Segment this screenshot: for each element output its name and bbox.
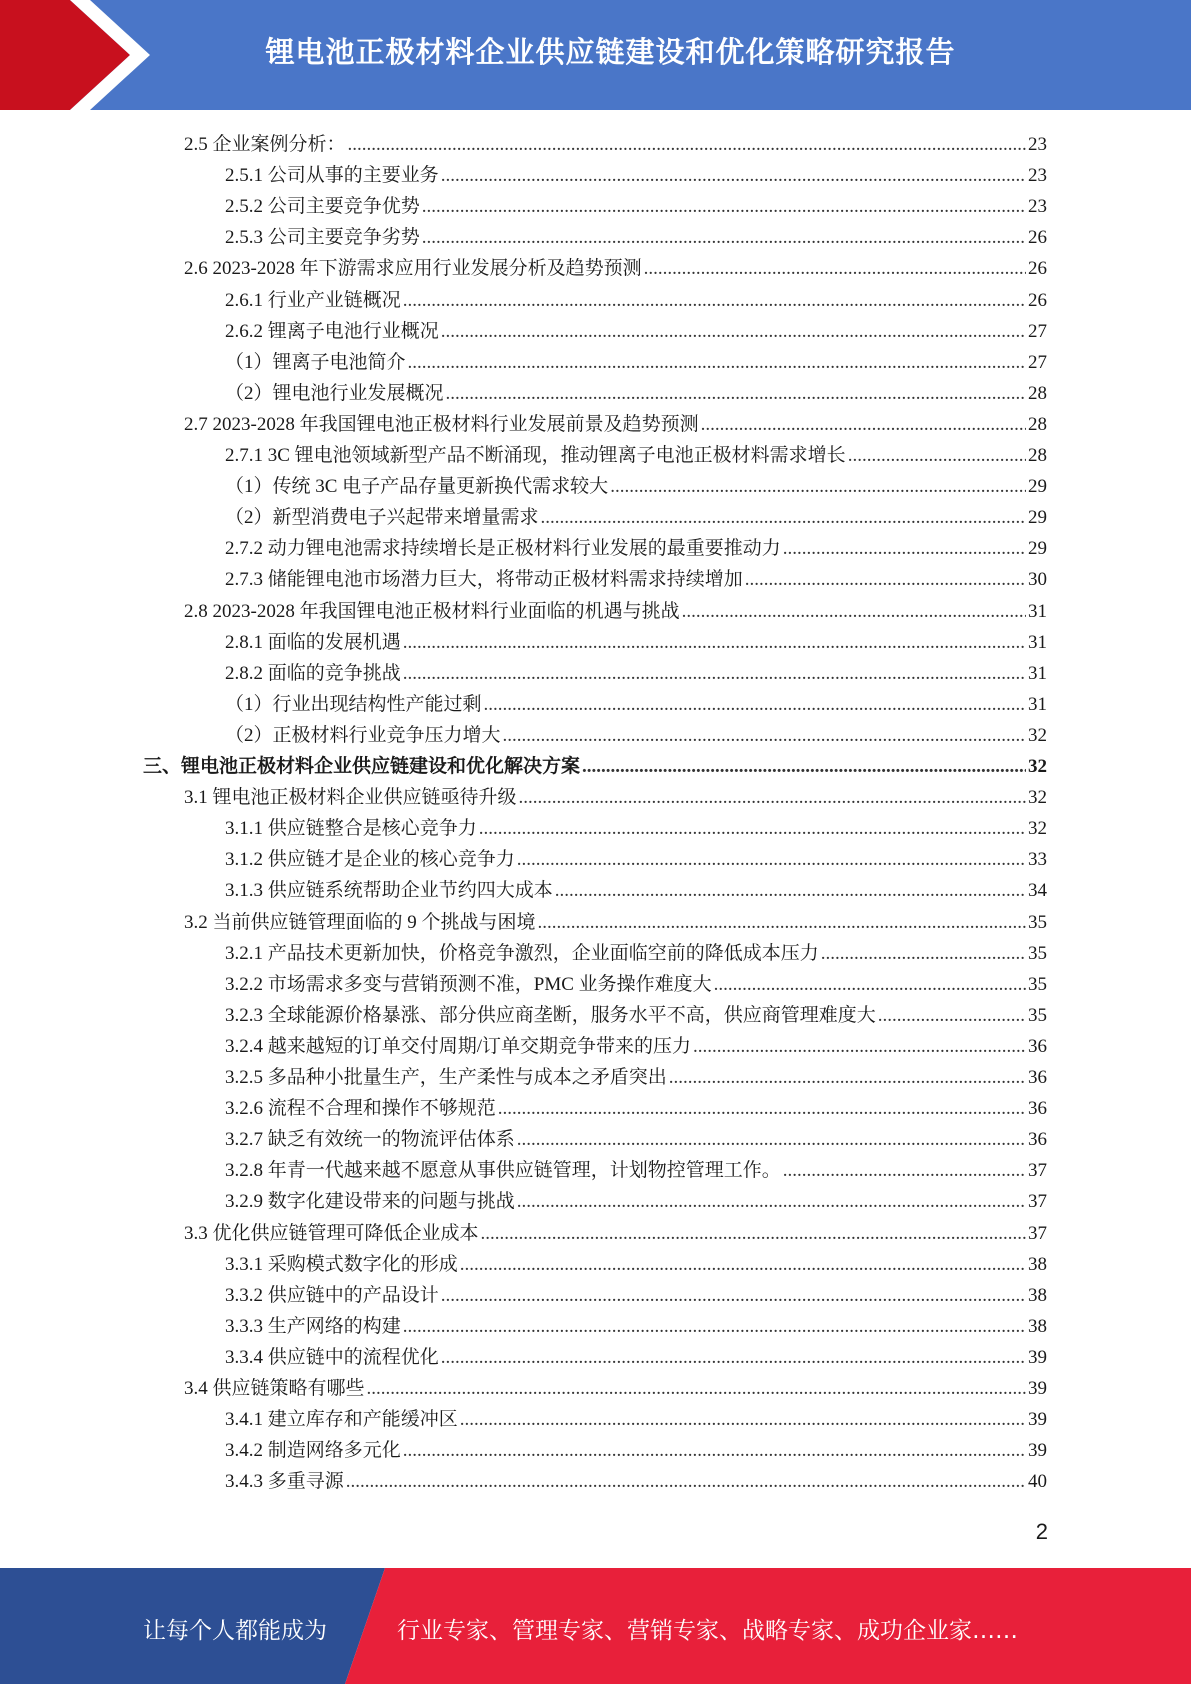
- toc-entry-label: 3.2.9 数字化建设带来的问题与挑战: [225, 1191, 515, 1213]
- toc-entry-label: （2）锂电池行业发展概况: [225, 382, 444, 404]
- toc-entry-page: 27: [1028, 320, 1047, 342]
- toc-entry[interactable]: [184, 127, 1047, 158]
- toc-entry-label: 3.2.3 全球能源价格暴涨、部分供应商垄断，服务水平不高，供应商管理难度大: [225, 1004, 876, 1026]
- toc-entry-page: 30: [1028, 569, 1047, 591]
- toc-entry-page: 38: [1028, 1315, 1047, 1337]
- toc-leader-dots: [821, 941, 1026, 967]
- toc-entry[interactable]: [225, 687, 1047, 718]
- toc-entry-page: 26: [1028, 227, 1047, 249]
- toc-entry-label: 3.3 优化供应链管理可降低企业成本: [184, 1222, 479, 1244]
- toc-entry[interactable]: [225, 469, 1047, 500]
- toc-leader-dots: [403, 288, 1026, 314]
- toc-leader-dots: [582, 754, 1026, 780]
- header-arrow-decoration: [0, 0, 150, 110]
- toc-entry-label: 3.4.1 建立库存和产能缓冲区: [225, 1409, 458, 1431]
- toc-entry-page: 35: [1028, 911, 1047, 933]
- toc-leader-dots: [541, 505, 1026, 531]
- footer-slogan-right: 行业专家、管理专家、营销专家、战略专家、成功企业家……: [397, 1618, 1018, 1644]
- toc-entry[interactable]: [225, 842, 1047, 873]
- toc-entry-label: 2.8.1 面临的发展机遇: [225, 631, 401, 653]
- toc-entry-label: 2.8.2 面临的竞争挑战: [225, 662, 401, 684]
- toc-entry-page: 29: [1028, 538, 1047, 560]
- toc-leader-dots: [701, 412, 1026, 438]
- toc-leader-dots: [519, 785, 1026, 811]
- toc-entry-label: 3.3.1 采购模式数字化的形成: [225, 1253, 458, 1275]
- toc-entry[interactable]: [225, 158, 1047, 189]
- toc-entry-label: 3.4 供应链策略有哪些: [184, 1378, 365, 1399]
- toc-entry-label: （1）传统 3C 电子产品存量更新换代需求较大: [225, 476, 609, 498]
- toc-entry[interactable]: [184, 905, 1047, 936]
- toc-leader-dots: [446, 381, 1026, 407]
- toc-entry-label: 2.5.3 公司主要竞争劣势: [225, 227, 420, 249]
- toc-leader-dots: [441, 1345, 1026, 1371]
- report-title: 锂电池正极材料企业供应链建设和优化策略研究报告: [265, 34, 956, 69]
- toc-entry-page: 36: [1028, 1067, 1047, 1088]
- toc-entry[interactable]: [225, 1060, 1047, 1091]
- toc-leader-dots: [498, 1096, 1026, 1122]
- toc-entry-label: 2.7.2 动力锂电池需求持续增长是正极材料行业发展的最重要推动力: [225, 538, 781, 560]
- toc-entry-label: 2.6.1 行业产业链概况: [225, 289, 401, 311]
- toc-entry-label: 3.1.2 供应链才是企业的核心竞争力: [225, 849, 515, 871]
- toc-leader-dots: [783, 1158, 1026, 1184]
- toc-entry-page: 29: [1028, 476, 1047, 498]
- toc-entry[interactable]: [225, 345, 1047, 376]
- toc-entry-page: 31: [1028, 631, 1047, 653]
- toc-entry[interactable]: [225, 531, 1047, 562]
- toc-entry-label: 3.2.5 多品种小批量生产，生产柔性与成本之矛盾突出: [225, 1067, 667, 1088]
- toc-entry[interactable]: [184, 594, 1047, 625]
- toc-entry-label: 3.1.1 供应链整合是核心竞争力: [225, 818, 477, 840]
- toc-entry[interactable]: [225, 1309, 1047, 1340]
- toc-entry-label: 2.5.1 公司从事的主要业务: [225, 165, 439, 187]
- toc-entry-page: 34: [1028, 880, 1047, 902]
- toc-entry[interactable]: [225, 220, 1047, 251]
- toc-entry-page: 39: [1028, 1409, 1047, 1431]
- toc-entry[interactable]: [225, 376, 1047, 407]
- toc-entry-label: （1）锂离子电池简介: [225, 351, 406, 373]
- toc-entry-page: 38: [1028, 1253, 1047, 1275]
- toc-entry-label: 3.3.3 生产网络的构建: [225, 1315, 401, 1337]
- toc-leader-dots: [693, 1034, 1026, 1060]
- toc-entry[interactable]: [184, 1371, 1047, 1402]
- toc-entry-page: 29: [1028, 507, 1047, 529]
- toc-leader-dots: [783, 536, 1026, 562]
- toc-entry-label: 2.7 2023-2028 年我国锂电池正极材料行业发展前景及趋势预测: [184, 413, 699, 435]
- toc-entry-page: 33: [1028, 849, 1047, 871]
- toc-entry[interactable]: [225, 811, 1047, 842]
- toc-leader-dots: [460, 1252, 1026, 1278]
- page-number: 2: [1035, 1519, 1048, 1544]
- toc-leader-dots: [479, 816, 1026, 842]
- toc-entry-label: 3.2 当前供应链管理面临的 9 个挑战与困境: [184, 911, 536, 933]
- toc-entry-page: 31: [1028, 693, 1047, 715]
- toc-entry-label: 3.2.1 产品技术更新加快，价格竞争激烈，企业面临空前的降低成本压力: [225, 942, 819, 964]
- toc-entry[interactable]: [225, 1153, 1047, 1184]
- toc-entry-label: 3.1.3 供应链系统帮助企业节约四大成本: [225, 880, 553, 902]
- toc-entry-label: 3.2.7 缺乏有效统一的物流评估体系: [225, 1129, 515, 1151]
- toc-leader-dots: [644, 256, 1026, 282]
- toc-leader-dots: [878, 1003, 1026, 1029]
- toc-entry[interactable]: [225, 967, 1047, 998]
- toc-entry[interactable]: [143, 749, 1047, 780]
- toc-leader-dots: [460, 1407, 1026, 1433]
- toc-entry-page: 35: [1028, 973, 1047, 995]
- toc-leader-dots: [503, 723, 1026, 749]
- toc-leader-dots: [517, 1127, 1026, 1153]
- toc-entry[interactable]: [225, 562, 1047, 593]
- toc-leader-dots: [408, 350, 1026, 376]
- toc-entry-page: 28: [1028, 445, 1047, 466]
- toc-entry-label: 2.5 企业案例分析：: [184, 134, 346, 155]
- toc-entry[interactable]: [225, 1464, 1047, 1495]
- toc-entry[interactable]: [184, 251, 1047, 282]
- toc-leader-dots: [610, 474, 1026, 500]
- toc-entry-label: 3.3.4 供应链中的流程优化: [225, 1346, 439, 1368]
- toc-entry-page: 37: [1028, 1160, 1047, 1182]
- toc-entry-page: 32: [1028, 756, 1047, 777]
- toc-entry-label: 3.2.4 越来越短的订单交付周期/订单交期竞争带来的压力: [225, 1035, 692, 1057]
- toc-entry-page: 26: [1028, 258, 1047, 280]
- toc-entry-label: 3.4.2 制造网络多元化: [225, 1440, 401, 1462]
- toc-entry[interactable]: [225, 873, 1047, 904]
- toc-entry[interactable]: [225, 656, 1047, 687]
- toc-entry[interactable]: [225, 438, 1047, 469]
- toc-leader-dots: [403, 1314, 1026, 1340]
- toc-entry-label: 2.6 2023-2028 年下游需求应用行业发展分析及趋势预测: [184, 258, 642, 280]
- toc-leader-dots: [422, 194, 1026, 220]
- toc-entry-page: 28: [1028, 413, 1047, 435]
- toc-entry-label: 3.2.8 年青一代越来越不愿意从事供应链管理，计划物控管理工作。: [225, 1160, 781, 1182]
- toc-entry-label: 3.4.3 多重寻源: [225, 1471, 344, 1493]
- toc-leader-dots: [481, 1221, 1026, 1247]
- toc-leader-dots: [714, 972, 1026, 998]
- toc-leader-dots: [538, 910, 1026, 936]
- toc-entry-page: 32: [1028, 724, 1047, 746]
- toc-entry-page: 28: [1028, 382, 1047, 404]
- toc-entry-page: 40: [1028, 1471, 1047, 1493]
- toc-entry[interactable]: [184, 780, 1047, 811]
- toc-leader-dots: [441, 1283, 1026, 1309]
- toc-entry-label: 3.2.2 市场需求多变与营销预测不准，PMC 业务操作难度大: [225, 973, 712, 995]
- toc-entry[interactable]: [225, 1184, 1047, 1215]
- toc-leader-dots: [848, 443, 1026, 469]
- toc-entry-page: 35: [1028, 942, 1047, 964]
- toc-leader-dots: [403, 1438, 1026, 1464]
- toc-entry-page: 39: [1028, 1346, 1047, 1368]
- toc-entry-label: 3.2.6 流程不合理和操作不够规范: [225, 1098, 496, 1120]
- toc-entry[interactable]: [225, 189, 1047, 220]
- toc-leader-dots: [555, 878, 1026, 904]
- toc-leader-dots: [403, 630, 1026, 656]
- toc-leader-dots: [682, 599, 1026, 625]
- toc-entry[interactable]: [225, 283, 1047, 314]
- toc-entry-page: 37: [1028, 1222, 1047, 1244]
- footer-slogan-left: 让每个人都能成为: [143, 1618, 327, 1644]
- toc-entry[interactable]: [225, 1340, 1047, 1371]
- toc-entry[interactable]: [184, 407, 1047, 438]
- toc-entry-page: 39: [1028, 1440, 1047, 1462]
- toc-entry[interactable]: [225, 314, 1047, 345]
- toc-entry-page: 32: [1028, 818, 1047, 840]
- toc-entry[interactable]: [225, 1433, 1047, 1464]
- toc-entry-page: 35: [1028, 1004, 1047, 1026]
- toc-entry-page: 36: [1028, 1098, 1047, 1120]
- toc-entry-label: （1）行业出现结构性产能过剩: [225, 693, 482, 715]
- toc-entry-label: 2.6.2 锂离子电池行业概况: [225, 320, 439, 342]
- toc-entry[interactable]: [225, 998, 1047, 1029]
- toc-entry[interactable]: [225, 1278, 1047, 1309]
- toc-entry[interactable]: [225, 625, 1047, 656]
- toc-leader-dots: [484, 692, 1026, 718]
- toc-entry-label: （2）新型消费电子兴起带来增量需求: [225, 507, 539, 529]
- toc-entry[interactable]: [225, 1091, 1047, 1122]
- toc-entry-page: 23: [1028, 134, 1047, 155]
- toc-leader-dots: [441, 163, 1026, 189]
- toc-entry[interactable]: [225, 1122, 1047, 1153]
- toc-entry-label: 2.8 2023-2028 年我国锂电池正极材料行业面临的机遇与挑战: [184, 600, 680, 622]
- toc-entry-page: 38: [1028, 1284, 1047, 1306]
- toc-entry[interactable]: [225, 500, 1047, 531]
- toc-entry-page: 31: [1028, 600, 1047, 622]
- toc-leader-dots: [441, 319, 1026, 345]
- toc-entry-page: 23: [1028, 165, 1047, 187]
- toc-leader-dots: [669, 1065, 1026, 1091]
- toc-entry-label: （2）正极材料行业竞争压力增大: [225, 724, 501, 746]
- toc-leader-dots: [403, 661, 1026, 687]
- toc-entry[interactable]: [225, 936, 1047, 967]
- toc-leader-dots: [745, 567, 1026, 593]
- toc-entry[interactable]: [225, 1029, 1047, 1060]
- toc-entry-page: 39: [1028, 1378, 1047, 1399]
- toc-entry-page: 37: [1028, 1191, 1047, 1213]
- toc-entry-label: 3.3.2 供应链中的产品设计: [225, 1284, 439, 1306]
- toc-leader-dots: [346, 1469, 1026, 1495]
- page-header: [0, 0, 1191, 110]
- toc-entry[interactable]: [225, 1402, 1047, 1433]
- toc-entry-label: 三、锂电池正极材料企业供应链建设和优化解决方案: [143, 756, 581, 777]
- toc-entry-page: 31: [1028, 662, 1047, 684]
- toc-entry-page: 36: [1028, 1129, 1047, 1151]
- toc-entry-page: 32: [1028, 787, 1047, 809]
- toc-leader-dots: [517, 847, 1026, 873]
- toc-leader-dots: [422, 225, 1026, 251]
- toc-entry[interactable]: [225, 1247, 1047, 1278]
- toc-entry-page: 36: [1028, 1035, 1047, 1057]
- toc-entry-label: 2.5.2 公司主要竞争优势: [225, 196, 420, 218]
- toc-entry-label: 2.7.3 储能锂电池市场潜力巨大，将带动正极材料需求持续增加: [225, 569, 743, 591]
- toc-entry[interactable]: [225, 718, 1047, 749]
- toc-entry-label: 2.7.1 3C 锂电池领域新型产品不断涌现，推动锂离子电池正极材料需求增长: [225, 445, 846, 466]
- toc-entry[interactable]: [184, 1216, 1047, 1247]
- toc-entry-page: 23: [1028, 196, 1047, 218]
- toc-entry-page: 26: [1028, 289, 1047, 311]
- toc-entry-page: 27: [1028, 351, 1047, 373]
- toc-entry-label: 3.1 锂电池正极材料企业供应链亟待升级: [184, 787, 517, 809]
- toc-leader-dots: [367, 1376, 1026, 1402]
- toc-leader-dots: [517, 1189, 1026, 1215]
- toc-leader-dots: [348, 132, 1026, 158]
